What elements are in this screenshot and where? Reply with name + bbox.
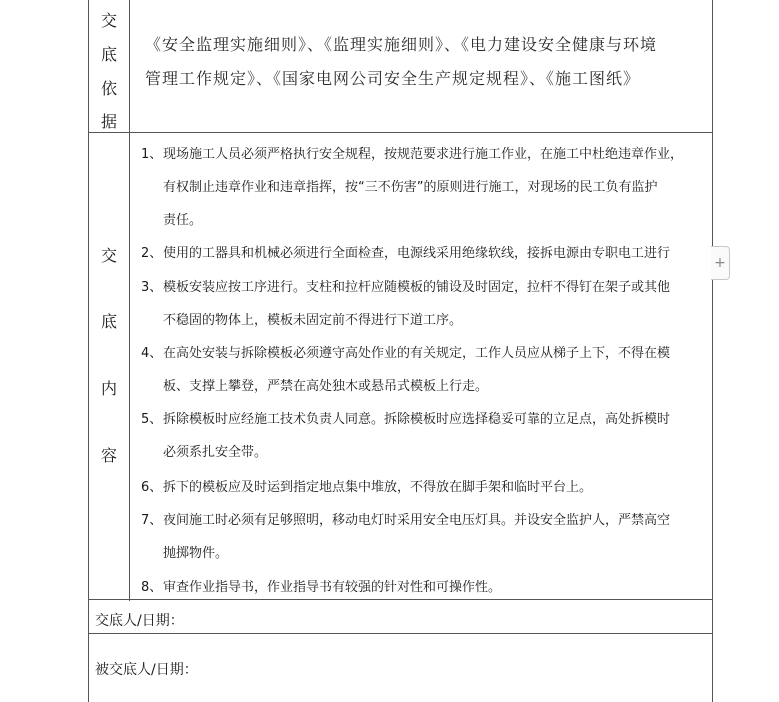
content-label-char: 内 bbox=[100, 379, 117, 398]
item-line: 夜间施工时必须有足够照明，移动电灯时采用安全电压灯具。并设安全监护人，严禁高空 bbox=[163, 513, 671, 528]
item-number: 1、 bbox=[141, 147, 163, 162]
label-column-divider bbox=[129, 0, 130, 601]
item-number: 3、 bbox=[141, 280, 163, 295]
item-line: 抛掷物件。 bbox=[163, 546, 229, 561]
row-divider-content bbox=[89, 599, 712, 600]
item-number: 6、 bbox=[141, 480, 163, 495]
content-label-char: 交 bbox=[100, 246, 117, 265]
disclosure-table bbox=[88, 0, 713, 702]
item-number: 2、 bbox=[141, 246, 163, 261]
row-divider-basis bbox=[89, 132, 712, 133]
item-line: 必须系扎安全带。 bbox=[163, 445, 268, 460]
item-number: 4、 bbox=[141, 346, 163, 361]
item-line: 责任。 bbox=[163, 213, 203, 228]
item-line: 拆除模板时应经施工技术负责人同意。拆除模板时应选择稳妥可靠的立足点，高处拆模时 bbox=[163, 412, 671, 427]
item-number: 7、 bbox=[141, 513, 163, 528]
add-row-button[interactable] bbox=[711, 246, 730, 280]
item-number: 8、 bbox=[141, 580, 163, 595]
item-line: 在高处安装与拆除模板必须遵守高处作业的有关规定，工作人员应从梯子上下，不得在模 bbox=[163, 346, 671, 361]
item-line: 板、支撑上攀登，严禁在高处独木或悬吊式模板上行走。 bbox=[163, 379, 489, 394]
item-line: 不稳固的物体上，模板未固定前不得进行下道工序。 bbox=[163, 313, 463, 328]
discloser-date-label: 交底人/日期： bbox=[95, 613, 184, 629]
row-divider-discloser bbox=[89, 633, 712, 634]
item-line: 现场施工人员必须严格执行安全规程，按规范要求进行施工作业，在施工中杜绝违章作业， bbox=[163, 147, 684, 162]
basis-label-char: 依 bbox=[100, 79, 117, 98]
basis-label-char: 底 bbox=[100, 45, 117, 64]
item-line: 审查作业指导书，作业指导书有较强的针对性和可操作性。 bbox=[163, 580, 502, 595]
plus-icon: + bbox=[714, 255, 726, 271]
content-label-char: 底 bbox=[100, 312, 117, 331]
basis-label-char: 交 bbox=[100, 11, 117, 30]
content-label-char: 容 bbox=[100, 446, 117, 465]
basis-text-line: 管理工作规定》、《国家电网公司安全生产规定规程》、《施工图纸》 bbox=[145, 69, 641, 88]
item-line: 拆下的模板应及时运到指定地点集中堆放，不得放在脚手架和临时平台上。 bbox=[163, 480, 593, 495]
item-line: 有权制止违章作业和违章指挥，按“三不伤害”的原则进行施工，对现场的民工负有监护 bbox=[163, 180, 658, 195]
basis-text-line: 《安全监理实施细则》、《监理实施细则》、《电力建设安全健康与环境 bbox=[145, 35, 658, 54]
basis-text bbox=[145, 28, 711, 96]
item-line: 使用的工器具和机械必须进行全面检查，电源线采用绝缘软线，接拆电源由专职电工进行 bbox=[163, 246, 671, 261]
receiver-date-label: 被交底人/日期： bbox=[95, 662, 198, 678]
basis-label-char: 据 bbox=[100, 112, 117, 131]
item-number: 5、 bbox=[141, 412, 163, 427]
item-line: 模板安装应按工序进行。支柱和拉杆应随模板的铺设及时固定，拉杆不得钉在架子或其他 bbox=[163, 280, 671, 295]
